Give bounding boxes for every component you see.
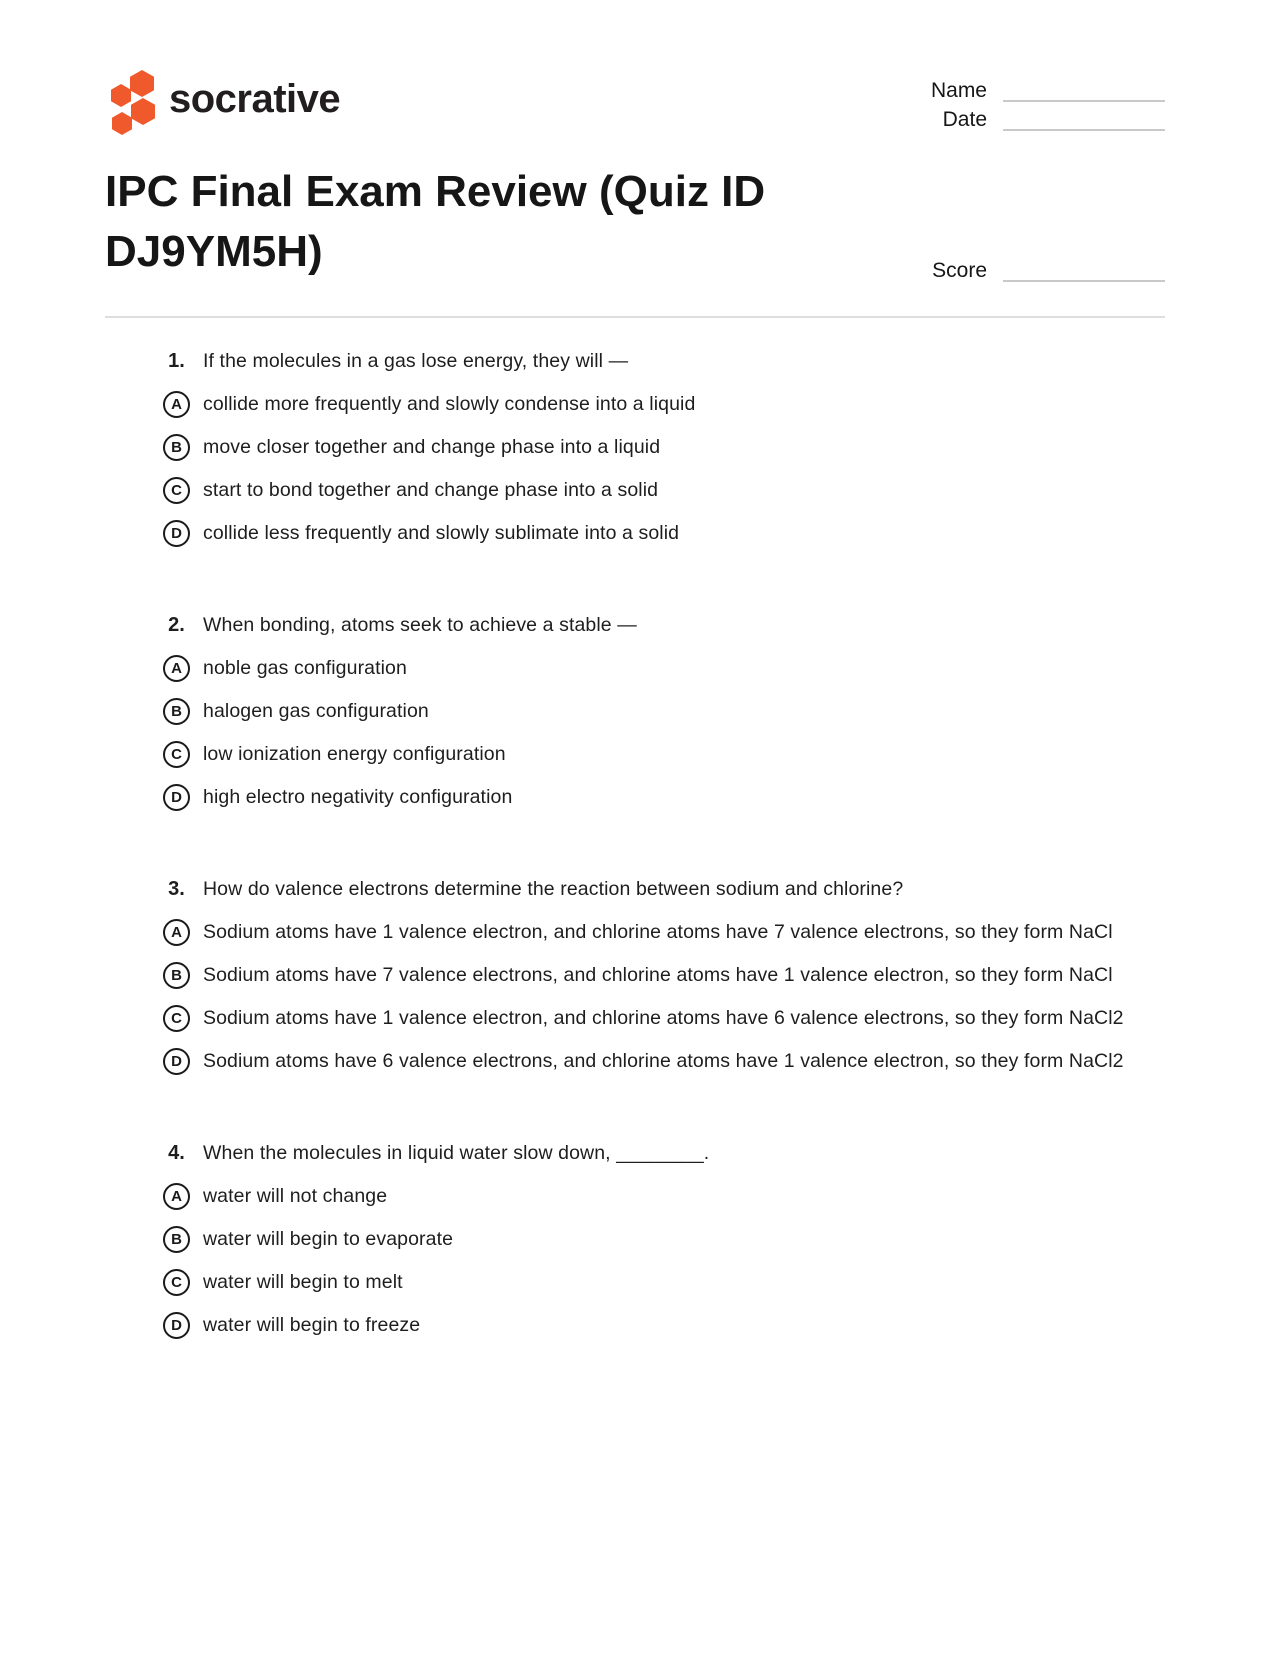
option-text: noble gas configuration (203, 656, 407, 679)
question-2-head (163, 611, 1165, 640)
answer-bubble-d: D (163, 1048, 190, 1075)
option-text: water will not change (203, 1184, 388, 1207)
option-text: water will begin to melt (203, 1270, 403, 1293)
question-4-option-c (163, 1268, 1165, 1297)
question-2-option-c (163, 740, 1165, 769)
hexagon-icon (130, 70, 154, 97)
page-header (105, 70, 1165, 134)
option-text: halogen gas configuration (203, 699, 429, 722)
date-field-row (923, 109, 1165, 131)
question-3-option-a (163, 918, 1165, 947)
question-2 (163, 611, 1165, 812)
question-2-option-d (163, 783, 1165, 812)
question-number: 4. (168, 1141, 185, 1164)
answer-bubble-c: C (163, 1005, 190, 1032)
question-text: When the molecules in liquid water slow down, ________. (203, 1141, 710, 1164)
question-3-head (163, 875, 1165, 904)
option-text: Sodium atoms have 1 valence electron, and chlorine atoms have 7 valence electrons, so they form NaCl (203, 920, 1113, 943)
question-number: 3. (168, 877, 185, 900)
option-text: collide less frequently and slowly sublimate into a solid (203, 521, 680, 544)
question-3-option-b (163, 961, 1165, 990)
question-1-option-d (163, 519, 1165, 548)
question-number: 2. (168, 613, 185, 636)
hexagon-icon (131, 98, 155, 125)
answer-bubble-c: C (163, 1269, 190, 1296)
date-blank-line (1003, 111, 1165, 131)
question-text: If the molecules in a gas lose energy, they will — (203, 349, 629, 372)
name-field-row (923, 80, 1165, 102)
option-text: Sodium atoms have 7 valence electrons, and chlorine atoms have 1 valence electron, so they form NaCl (203, 963, 1113, 986)
question-text: How do valence electrons determine the reaction between sodium and chlorine? (203, 877, 904, 900)
question-4-option-a (163, 1182, 1165, 1211)
hexagon-icon (112, 112, 132, 135)
page-title: IPC Final Exam Review (Quiz ID DJ9YM5H) (105, 167, 766, 276)
question-2-option-a (163, 654, 1165, 683)
question-4-head (163, 1139, 1165, 1168)
name-date-fields (923, 70, 1165, 131)
answer-bubble-d: D (163, 784, 190, 811)
option-text: low ionization energy configuration (203, 742, 506, 765)
answer-bubble-d: D (163, 520, 190, 547)
question-4-option-b (163, 1225, 1165, 1254)
answer-bubble-a: A (163, 655, 190, 682)
score-field-row (923, 206, 1165, 282)
question-number: 1. (168, 349, 185, 372)
option-text: high electro negativity configuration (203, 785, 513, 808)
option-text: Sodium atoms have 6 valence electrons, and chlorine atoms have 1 valence electron, so they form NaCl2 (203, 1049, 1124, 1072)
question-list (105, 347, 1165, 1340)
question-1-option-c (163, 476, 1165, 505)
answer-bubble-b: B (163, 1226, 190, 1253)
title-section (105, 162, 1165, 282)
question-1-option-a (163, 390, 1165, 419)
socrative-hexagons-icon (105, 70, 157, 134)
question-1 (163, 347, 1165, 548)
question-text: When bonding, atoms seek to achieve a stable — (203, 613, 637, 636)
answer-bubble-a: A (163, 391, 190, 418)
question-3 (163, 875, 1165, 1076)
question-3-option-c (163, 1004, 1165, 1033)
answer-bubble-c: C (163, 477, 190, 504)
hexagon-icon (111, 84, 131, 107)
question-4 (163, 1139, 1165, 1340)
option-text: move closer together and change phase into a liquid (203, 435, 661, 458)
option-text: collide more frequently and slowly condense into a liquid (203, 392, 696, 415)
question-1-head (163, 347, 1165, 376)
answer-bubble-a: A (163, 919, 190, 946)
question-4-option-d (163, 1311, 1165, 1340)
answer-bubble-c: C (163, 741, 190, 768)
option-text: Sodium atoms have 1 valence electron, and chlorine atoms have 6 valence electrons, so they form NaCl2 (203, 1006, 1124, 1029)
date-label: Date (942, 108, 987, 131)
name-label: Name (930, 79, 987, 102)
question-3-option-d (163, 1047, 1165, 1076)
score-label: Score (932, 258, 987, 282)
option-text: water will begin to evaporate (203, 1227, 454, 1250)
socrative-wordmark: socrative (169, 77, 341, 121)
answer-bubble-b: B (163, 962, 190, 989)
header-divider (105, 316, 1165, 318)
name-blank-line (1003, 82, 1165, 102)
question-1-option-b (163, 433, 1165, 462)
socrative-logo (105, 70, 340, 134)
question-2-option-b (163, 697, 1165, 726)
answer-bubble-b: B (163, 698, 190, 725)
option-text: start to bond together and change phase into a solid (203, 478, 659, 501)
option-text: water will begin to freeze (203, 1313, 421, 1336)
answer-bubble-d: D (163, 1312, 190, 1339)
score-blank-line (1003, 262, 1165, 282)
answer-bubble-a: A (163, 1183, 190, 1210)
answer-bubble-b: B (163, 434, 190, 461)
